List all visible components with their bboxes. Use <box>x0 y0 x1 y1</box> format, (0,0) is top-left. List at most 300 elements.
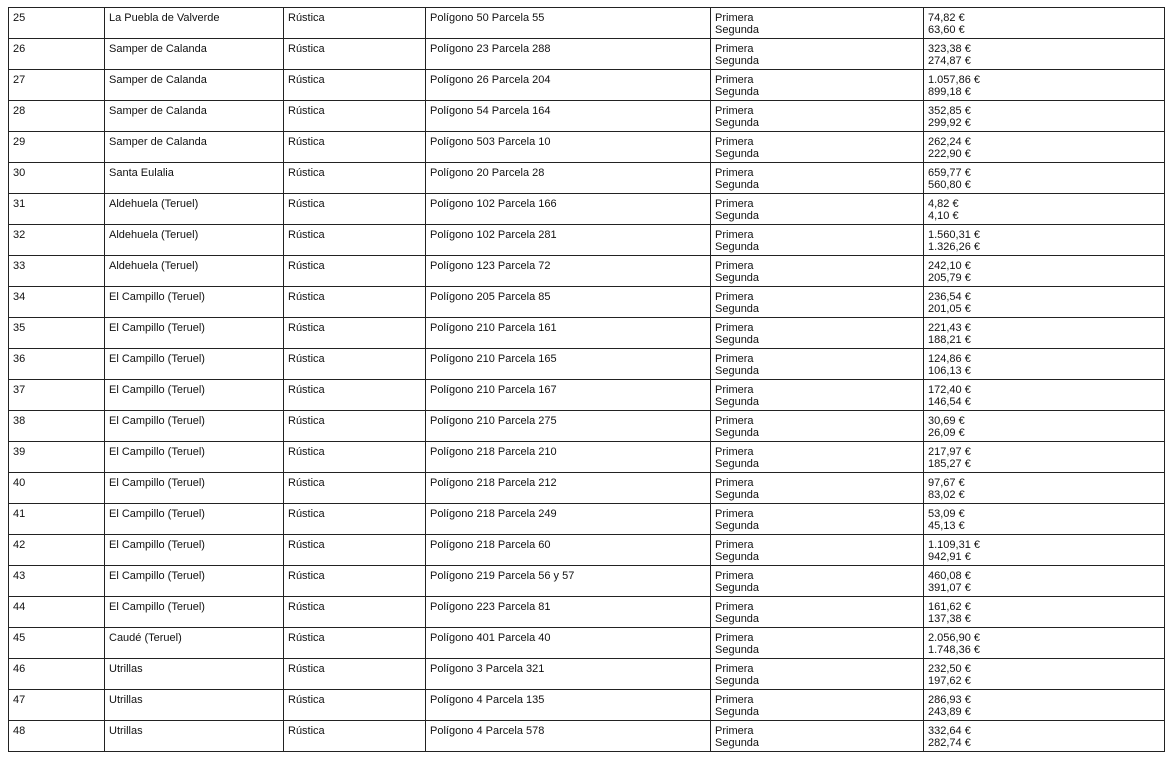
municipality: El Campillo (Teruel) <box>109 322 205 334</box>
second-auction-price: 205,79 € <box>928 271 971 284</box>
auction-round-cell <box>711 70 924 101</box>
first-auction-label: Primera <box>715 477 754 489</box>
first-auction-label: Primera <box>715 291 754 303</box>
second-auction-price: 243,89 € <box>928 705 971 718</box>
lot-number: 48 <box>13 725 26 737</box>
parcel-cell <box>426 39 711 70</box>
municipality: Samper de Calanda <box>109 136 207 148</box>
parcel-cell <box>426 70 711 101</box>
lot-number: 41 <box>13 508 26 520</box>
price-cell <box>924 8 1165 39</box>
parcel-auction-table <box>8 7 1165 752</box>
lot-number: 40 <box>13 477 26 489</box>
first-auction-price: 217,97 € <box>928 446 971 458</box>
second-auction-label: Segunda <box>715 612 760 625</box>
property-type-cell <box>284 721 426 752</box>
property-type-cell <box>284 318 426 349</box>
parcel-cell <box>426 380 711 411</box>
lot-number: 26 <box>13 43 26 55</box>
table-row <box>9 70 1165 101</box>
first-auction-price: 352,85 € <box>928 105 971 117</box>
parcel-cell <box>426 535 711 566</box>
parcel-cell <box>426 721 711 752</box>
second-auction-price: 1.748,36 € <box>928 643 980 656</box>
auction-round-cell <box>711 566 924 597</box>
municipality-cell <box>105 690 284 721</box>
lot-number-cell <box>9 256 105 287</box>
lot-number: 33 <box>13 260 26 272</box>
property-type: Rústica <box>288 167 325 179</box>
property-type: Rústica <box>288 74 325 86</box>
second-auction-price: 274,87 € <box>928 54 971 67</box>
lot-number-cell <box>9 132 105 163</box>
municipality-cell <box>105 659 284 690</box>
lot-number-cell <box>9 163 105 194</box>
first-auction-label: Primera <box>715 384 754 396</box>
price-cell <box>924 566 1165 597</box>
second-auction-label: Segunda <box>715 147 760 160</box>
first-auction-price: 1.057,86 € <box>928 74 980 86</box>
municipality: La Puebla de Valverde <box>109 12 220 24</box>
first-auction-price: 221,43 € <box>928 322 971 334</box>
price-cell <box>924 349 1165 380</box>
auction-round-cell <box>711 535 924 566</box>
price-cell <box>924 504 1165 535</box>
lot-number-cell <box>9 721 105 752</box>
auction-round-cell <box>711 287 924 318</box>
first-auction-price: 286,93 € <box>928 694 971 706</box>
second-auction-label: Segunda <box>715 302 760 315</box>
municipality-cell <box>105 132 284 163</box>
municipality: Aldehuela (Teruel) <box>109 198 199 210</box>
first-auction-label: Primera <box>715 663 754 675</box>
second-auction-price: 4,10 € <box>928 209 959 222</box>
parcel-reference: Polígono 210 Parcela 165 <box>430 353 557 365</box>
municipality: El Campillo (Teruel) <box>109 353 205 365</box>
municipality-cell <box>105 473 284 504</box>
municipality: Samper de Calanda <box>109 105 207 117</box>
auction-round-cell <box>711 194 924 225</box>
second-auction-price: 137,38 € <box>928 612 971 625</box>
lot-number: 32 <box>13 229 26 241</box>
price-cell <box>924 473 1165 504</box>
table-row <box>9 132 1165 163</box>
municipality-cell <box>105 256 284 287</box>
municipality-cell <box>105 101 284 132</box>
first-auction-label: Primera <box>715 570 754 582</box>
auction-round-cell <box>711 256 924 287</box>
municipality: Santa Eulalia <box>109 167 174 179</box>
property-type-cell <box>284 411 426 442</box>
table-row <box>9 690 1165 721</box>
second-auction-label: Segunda <box>715 364 760 377</box>
table-row <box>9 566 1165 597</box>
municipality-cell <box>105 194 284 225</box>
second-auction-label: Segunda <box>715 395 760 408</box>
first-auction-price: 97,67 € <box>928 477 965 489</box>
lot-number: 34 <box>13 291 26 303</box>
lot-number-cell <box>9 473 105 504</box>
lot-number-cell <box>9 659 105 690</box>
property-type-cell <box>284 70 426 101</box>
property-type-cell <box>284 8 426 39</box>
municipality: Aldehuela (Teruel) <box>109 229 199 241</box>
first-auction-label: Primera <box>715 508 754 520</box>
price-cell <box>924 70 1165 101</box>
property-type: Rústica <box>288 105 325 117</box>
table-row <box>9 225 1165 256</box>
first-auction-price: 1.109,31 € <box>928 539 980 551</box>
second-auction-label: Segunda <box>715 240 760 253</box>
lot-number-cell <box>9 690 105 721</box>
auction-round-cell <box>711 597 924 628</box>
municipality-cell <box>105 225 284 256</box>
price-cell <box>924 380 1165 411</box>
first-auction-label: Primera <box>715 198 754 210</box>
second-auction-label: Segunda <box>715 209 760 222</box>
municipality: El Campillo (Teruel) <box>109 508 205 520</box>
first-auction-price: 1.560,31 € <box>928 229 980 241</box>
municipality-cell <box>105 535 284 566</box>
property-type-cell <box>284 163 426 194</box>
lot-number-cell <box>9 504 105 535</box>
second-auction-label: Segunda <box>715 674 760 687</box>
second-auction-price: 26,09 € <box>928 426 965 439</box>
municipality: El Campillo (Teruel) <box>109 291 205 303</box>
parcel-reference: Polígono 50 Parcela 55 <box>430 12 545 24</box>
lot-number-cell <box>9 101 105 132</box>
price-cell <box>924 659 1165 690</box>
first-auction-label: Primera <box>715 353 754 365</box>
parcel-cell <box>426 8 711 39</box>
municipality: Samper de Calanda <box>109 43 207 55</box>
lot-number: 42 <box>13 539 26 551</box>
property-type-cell <box>284 597 426 628</box>
table-row <box>9 628 1165 659</box>
lot-number: 30 <box>13 167 26 179</box>
property-type: Rústica <box>288 384 325 396</box>
second-auction-price: 146,54 € <box>928 395 971 408</box>
property-type: Rústica <box>288 725 325 737</box>
lot-number-cell <box>9 566 105 597</box>
auction-round-cell <box>711 659 924 690</box>
property-type: Rústica <box>288 291 325 303</box>
price-cell <box>924 225 1165 256</box>
second-auction-price: 188,21 € <box>928 333 971 346</box>
auction-round-cell <box>711 721 924 752</box>
lot-number: 44 <box>13 601 26 613</box>
parcel-reference: Polígono 223 Parcela 81 <box>430 601 551 613</box>
table-row <box>9 380 1165 411</box>
second-auction-label: Segunda <box>715 643 760 656</box>
municipality: Samper de Calanda <box>109 74 207 86</box>
municipality-cell <box>105 411 284 442</box>
parcel-cell <box>426 690 711 721</box>
price-cell <box>924 256 1165 287</box>
first-auction-label: Primera <box>715 12 754 24</box>
lot-number: 43 <box>13 570 26 582</box>
second-auction-price: 83,02 € <box>928 488 965 501</box>
municipality: El Campillo (Teruel) <box>109 446 205 458</box>
table-row <box>9 8 1165 39</box>
property-type: Rústica <box>288 198 325 210</box>
property-type-cell <box>284 628 426 659</box>
parcel-cell <box>426 163 711 194</box>
parcel-reference: Polígono 210 Parcela 275 <box>430 415 557 427</box>
property-type-cell <box>284 256 426 287</box>
first-auction-price: 4,82 € <box>928 198 959 210</box>
second-auction-price: 391,07 € <box>928 581 971 594</box>
parcel-reference: Polígono 218 Parcela 212 <box>430 477 557 489</box>
property-type: Rústica <box>288 260 325 272</box>
lot-number: 29 <box>13 136 26 148</box>
parcel-reference: Polígono 503 Parcela 10 <box>430 136 551 148</box>
second-auction-price: 1.326,26 € <box>928 240 980 253</box>
property-type: Rústica <box>288 601 325 613</box>
second-auction-label: Segunda <box>715 457 760 470</box>
municipality: Aldehuela (Teruel) <box>109 260 199 272</box>
table-row <box>9 349 1165 380</box>
municipality-cell <box>105 8 284 39</box>
first-auction-label: Primera <box>715 136 754 148</box>
lot-number-cell <box>9 380 105 411</box>
property-type: Rústica <box>288 446 325 458</box>
property-type-cell <box>284 442 426 473</box>
price-cell <box>924 101 1165 132</box>
property-type: Rústica <box>288 632 325 644</box>
auction-round-cell <box>711 411 924 442</box>
parcel-reference: Polígono 219 Parcela 56 y 57 <box>430 570 575 582</box>
lot-number: 35 <box>13 322 26 334</box>
parcel-cell <box>426 318 711 349</box>
parcel-reference: Polígono 218 Parcela 60 <box>430 539 551 551</box>
price-cell <box>924 411 1165 442</box>
first-auction-price: 232,50 € <box>928 663 971 675</box>
parcel-cell <box>426 566 711 597</box>
auction-round-cell <box>711 349 924 380</box>
price-cell <box>924 690 1165 721</box>
parcel-cell <box>426 628 711 659</box>
lot-number-cell <box>9 442 105 473</box>
auction-round-cell <box>711 504 924 535</box>
table-row <box>9 318 1165 349</box>
first-auction-price: 236,54 € <box>928 291 971 303</box>
price-cell <box>924 535 1165 566</box>
lot-number-cell <box>9 597 105 628</box>
price-cell <box>924 628 1165 659</box>
parcel-cell <box>426 194 711 225</box>
first-auction-price: 323,38 € <box>928 43 971 55</box>
table-row <box>9 473 1165 504</box>
municipality: El Campillo (Teruel) <box>109 539 205 551</box>
municipality-cell <box>105 70 284 101</box>
parcel-cell <box>426 287 711 318</box>
parcel-cell <box>426 132 711 163</box>
second-auction-label: Segunda <box>715 271 760 284</box>
property-type: Rústica <box>288 322 325 334</box>
municipality: Caudé (Teruel) <box>109 632 182 644</box>
second-auction-label: Segunda <box>715 23 760 36</box>
lot-number: 28 <box>13 105 26 117</box>
second-auction-price: 899,18 € <box>928 85 971 98</box>
property-type: Rústica <box>288 12 325 24</box>
property-type-cell <box>284 535 426 566</box>
lot-number-cell <box>9 287 105 318</box>
municipality-cell <box>105 39 284 70</box>
table-row <box>9 721 1165 752</box>
property-type-cell <box>284 504 426 535</box>
table-row <box>9 194 1165 225</box>
auction-round-cell <box>711 318 924 349</box>
first-auction-price: 124,86 € <box>928 353 971 365</box>
auction-round-cell <box>711 690 924 721</box>
table-body <box>9 8 1165 752</box>
lot-number: 45 <box>13 632 26 644</box>
parcel-reference: Polígono 4 Parcela 578 <box>430 725 545 737</box>
first-auction-label: Primera <box>715 725 754 737</box>
property-type: Rústica <box>288 663 325 675</box>
second-auction-price: 45,13 € <box>928 519 965 532</box>
second-auction-label: Segunda <box>715 581 760 594</box>
second-auction-price: 185,27 € <box>928 457 971 470</box>
table-row <box>9 287 1165 318</box>
lot-number-cell <box>9 225 105 256</box>
auction-round-cell <box>711 8 924 39</box>
auction-round-cell <box>711 380 924 411</box>
property-type-cell <box>284 690 426 721</box>
parcel-cell <box>426 225 711 256</box>
second-auction-price: 222,90 € <box>928 147 971 160</box>
municipality-cell <box>105 287 284 318</box>
first-auction-label: Primera <box>715 105 754 117</box>
lot-number-cell <box>9 411 105 442</box>
property-type-cell <box>284 101 426 132</box>
second-auction-price: 282,74 € <box>928 736 971 749</box>
property-type: Rústica <box>288 43 325 55</box>
parcel-reference: Polígono 218 Parcela 210 <box>430 446 557 458</box>
parcel-reference: Polígono 123 Parcela 72 <box>430 260 551 272</box>
lot-number-cell <box>9 39 105 70</box>
first-auction-price: 659,77 € <box>928 167 971 179</box>
lot-number: 37 <box>13 384 26 396</box>
auction-round-cell <box>711 628 924 659</box>
municipality-cell <box>105 380 284 411</box>
auction-round-cell <box>711 473 924 504</box>
price-cell <box>924 597 1165 628</box>
second-auction-label: Segunda <box>715 705 760 718</box>
municipality-cell <box>105 318 284 349</box>
municipality: El Campillo (Teruel) <box>109 570 205 582</box>
first-auction-price: 30,69 € <box>928 415 965 427</box>
parcel-reference: Polígono 3 Parcela 321 <box>430 663 545 675</box>
property-type-cell <box>284 287 426 318</box>
parcel-cell <box>426 442 711 473</box>
parcel-reference: Polígono 210 Parcela 161 <box>430 322 557 334</box>
first-auction-price: 332,64 € <box>928 725 971 737</box>
parcel-reference: Polígono 4 Parcela 135 <box>430 694 545 706</box>
property-type: Rústica <box>288 477 325 489</box>
parcel-reference: Polígono 20 Parcela 28 <box>430 167 545 179</box>
first-auction-label: Primera <box>715 632 754 644</box>
price-cell <box>924 194 1165 225</box>
parcel-reference: Polígono 401 Parcela 40 <box>430 632 551 644</box>
lot-number: 36 <box>13 353 26 365</box>
municipality-cell <box>105 597 284 628</box>
auction-round-cell <box>711 132 924 163</box>
property-type: Rústica <box>288 508 325 520</box>
auction-round-cell <box>711 39 924 70</box>
municipality-cell <box>105 349 284 380</box>
municipality: El Campillo (Teruel) <box>109 477 205 489</box>
lot-number: 39 <box>13 446 26 458</box>
auction-round-cell <box>711 442 924 473</box>
auction-round-cell <box>711 101 924 132</box>
price-cell <box>924 287 1165 318</box>
price-cell <box>924 132 1165 163</box>
first-auction-label: Primera <box>715 43 754 55</box>
municipality: El Campillo (Teruel) <box>109 415 205 427</box>
parcel-reference: Polígono 26 Parcela 204 <box>430 74 551 86</box>
table-row <box>9 442 1165 473</box>
property-type-cell <box>284 39 426 70</box>
price-cell <box>924 442 1165 473</box>
table-row <box>9 39 1165 70</box>
municipality-cell <box>105 504 284 535</box>
property-type-cell <box>284 194 426 225</box>
first-auction-label: Primera <box>715 260 754 272</box>
second-auction-price: 560,80 € <box>928 178 971 191</box>
municipality: Utrillas <box>109 725 143 737</box>
parcel-cell <box>426 256 711 287</box>
parcel-cell <box>426 504 711 535</box>
price-cell <box>924 721 1165 752</box>
table-row <box>9 504 1165 535</box>
parcel-reference: Polígono 218 Parcela 249 <box>430 508 557 520</box>
second-auction-label: Segunda <box>715 178 760 191</box>
table-row <box>9 163 1165 194</box>
first-auction-label: Primera <box>715 694 754 706</box>
second-auction-label: Segunda <box>715 736 760 749</box>
second-auction-label: Segunda <box>715 519 760 532</box>
municipality-cell <box>105 442 284 473</box>
parcel-reference: Polígono 23 Parcela 288 <box>430 43 551 55</box>
municipality: El Campillo (Teruel) <box>109 601 205 613</box>
parcel-cell <box>426 597 711 628</box>
parcel-reference: Polígono 54 Parcela 164 <box>430 105 551 117</box>
second-auction-label: Segunda <box>715 54 760 67</box>
municipality: Utrillas <box>109 694 143 706</box>
parcel-cell <box>426 411 711 442</box>
lot-number-cell <box>9 349 105 380</box>
lot-number: 25 <box>13 12 26 24</box>
first-auction-price: 172,40 € <box>928 384 971 396</box>
first-auction-label: Primera <box>715 322 754 334</box>
property-type: Rústica <box>288 353 325 365</box>
lot-number: 47 <box>13 694 26 706</box>
property-type-cell <box>284 225 426 256</box>
second-auction-price: 942,91 € <box>928 550 971 563</box>
second-auction-price: 197,62 € <box>928 674 971 687</box>
second-auction-label: Segunda <box>715 85 760 98</box>
table-row <box>9 101 1165 132</box>
lot-number-cell <box>9 8 105 39</box>
property-type-cell <box>284 659 426 690</box>
municipality-cell <box>105 721 284 752</box>
parcel-reference: Polígono 210 Parcela 167 <box>430 384 557 396</box>
lot-number: 27 <box>13 74 26 86</box>
property-type: Rústica <box>288 415 325 427</box>
property-type-cell <box>284 566 426 597</box>
